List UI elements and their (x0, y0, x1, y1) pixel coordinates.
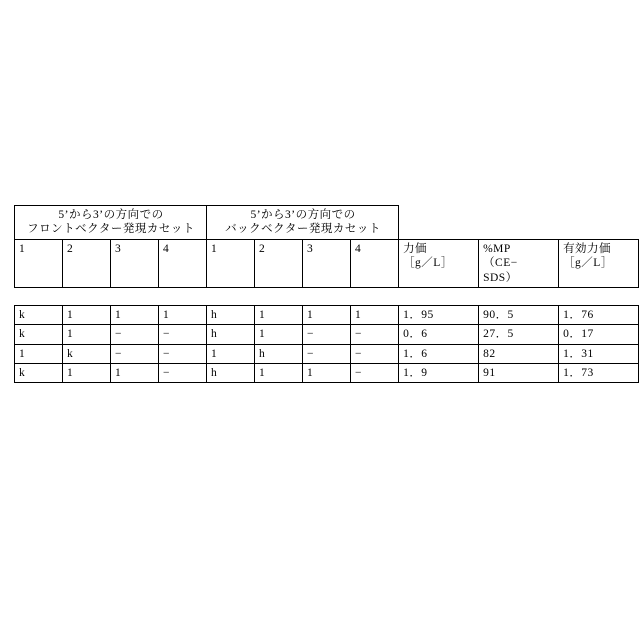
cell-r2c9: 0．6 (399, 325, 479, 344)
cell-r3c4: − (159, 344, 207, 363)
table-spacer-cell (15, 287, 639, 305)
subheader-back-1: 1 (207, 239, 255, 287)
cell-r2c4: − (159, 325, 207, 344)
cell-r4c11: 1．73 (559, 364, 639, 383)
cell-r2c11: 0．17 (559, 325, 639, 344)
metric-header-effective-titer: 有効力価 ［g／L］ (559, 239, 639, 287)
subheader-back-3: 3 (303, 239, 351, 287)
cell-r4c8: − (351, 364, 399, 383)
cell-r4c2: 1 (63, 364, 111, 383)
cell-r3c1: 1 (15, 344, 63, 363)
table-row (15, 344, 639, 363)
cell-r2c7: − (303, 325, 351, 344)
cell-r1c3: 1 (111, 305, 159, 324)
group-header-back-vector: 5’から3’の方向での バックベクター発現カセット (207, 206, 399, 240)
cell-r3c3: − (111, 344, 159, 363)
cell-r4c1: k (15, 364, 63, 383)
cell-r2c10: 27．5 (479, 325, 559, 344)
subheader-back-2: 2 (255, 239, 303, 287)
cell-r1c8: 1 (351, 305, 399, 324)
cell-r2c6: 1 (255, 325, 303, 344)
cell-r1c5: h (207, 305, 255, 324)
cell-r1c1: k (15, 305, 63, 324)
group-header-spacer-2 (479, 206, 559, 240)
cell-r4c3: 1 (111, 364, 159, 383)
subheader-front-1: 1 (15, 239, 63, 287)
cell-r3c6: h (255, 344, 303, 363)
cell-r3c2: k (63, 344, 111, 363)
cell-r3c9: 1．6 (399, 344, 479, 363)
subheader-back-4: 4 (351, 239, 399, 287)
table-row (15, 305, 639, 324)
cell-r3c11: 1．31 (559, 344, 639, 363)
table-group-header-row (15, 206, 639, 240)
table-container (14, 205, 626, 383)
cell-r4c7: 1 (303, 364, 351, 383)
group-header-spacer-1 (399, 206, 479, 240)
expression-cassette-table (14, 205, 639, 383)
cell-r2c3: − (111, 325, 159, 344)
cell-r1c7: 1 (303, 305, 351, 324)
cell-r3c8: − (351, 344, 399, 363)
table-spacer-row (15, 287, 639, 305)
subheader-front-3: 3 (111, 239, 159, 287)
cell-r3c7: − (303, 344, 351, 363)
table-subheader-row (15, 239, 639, 287)
cell-r4c5: h (207, 364, 255, 383)
cell-r3c10: 82 (479, 344, 559, 363)
cell-r2c5: h (207, 325, 255, 344)
cell-r3c5: 1 (207, 344, 255, 363)
cell-r2c8: − (351, 325, 399, 344)
cell-r1c11: 1．76 (559, 305, 639, 324)
cell-r2c2: 1 (63, 325, 111, 344)
table-row (15, 325, 639, 344)
group-header-front-vector: 5’から3’の方向での フロントベクター発現カセット (15, 206, 207, 240)
cell-r1c10: 90．5 (479, 305, 559, 324)
table-row (15, 364, 639, 383)
subheader-front-2: 2 (63, 239, 111, 287)
group-header-spacer-3 (559, 206, 639, 240)
metric-header-mp: %MP （CE− SDS） (479, 239, 559, 287)
subheader-front-4: 4 (159, 239, 207, 287)
cell-r2c1: k (15, 325, 63, 344)
cell-r1c4: 1 (159, 305, 207, 324)
cell-r1c6: 1 (255, 305, 303, 324)
cell-r1c2: 1 (63, 305, 111, 324)
cell-r4c4: − (159, 364, 207, 383)
cell-r4c9: 1．9 (399, 364, 479, 383)
cell-r4c6: 1 (255, 364, 303, 383)
metric-header-titer: 力価 ［g／L］ (399, 239, 479, 287)
cell-r1c9: 1．95 (399, 305, 479, 324)
cell-r4c10: 91 (479, 364, 559, 383)
